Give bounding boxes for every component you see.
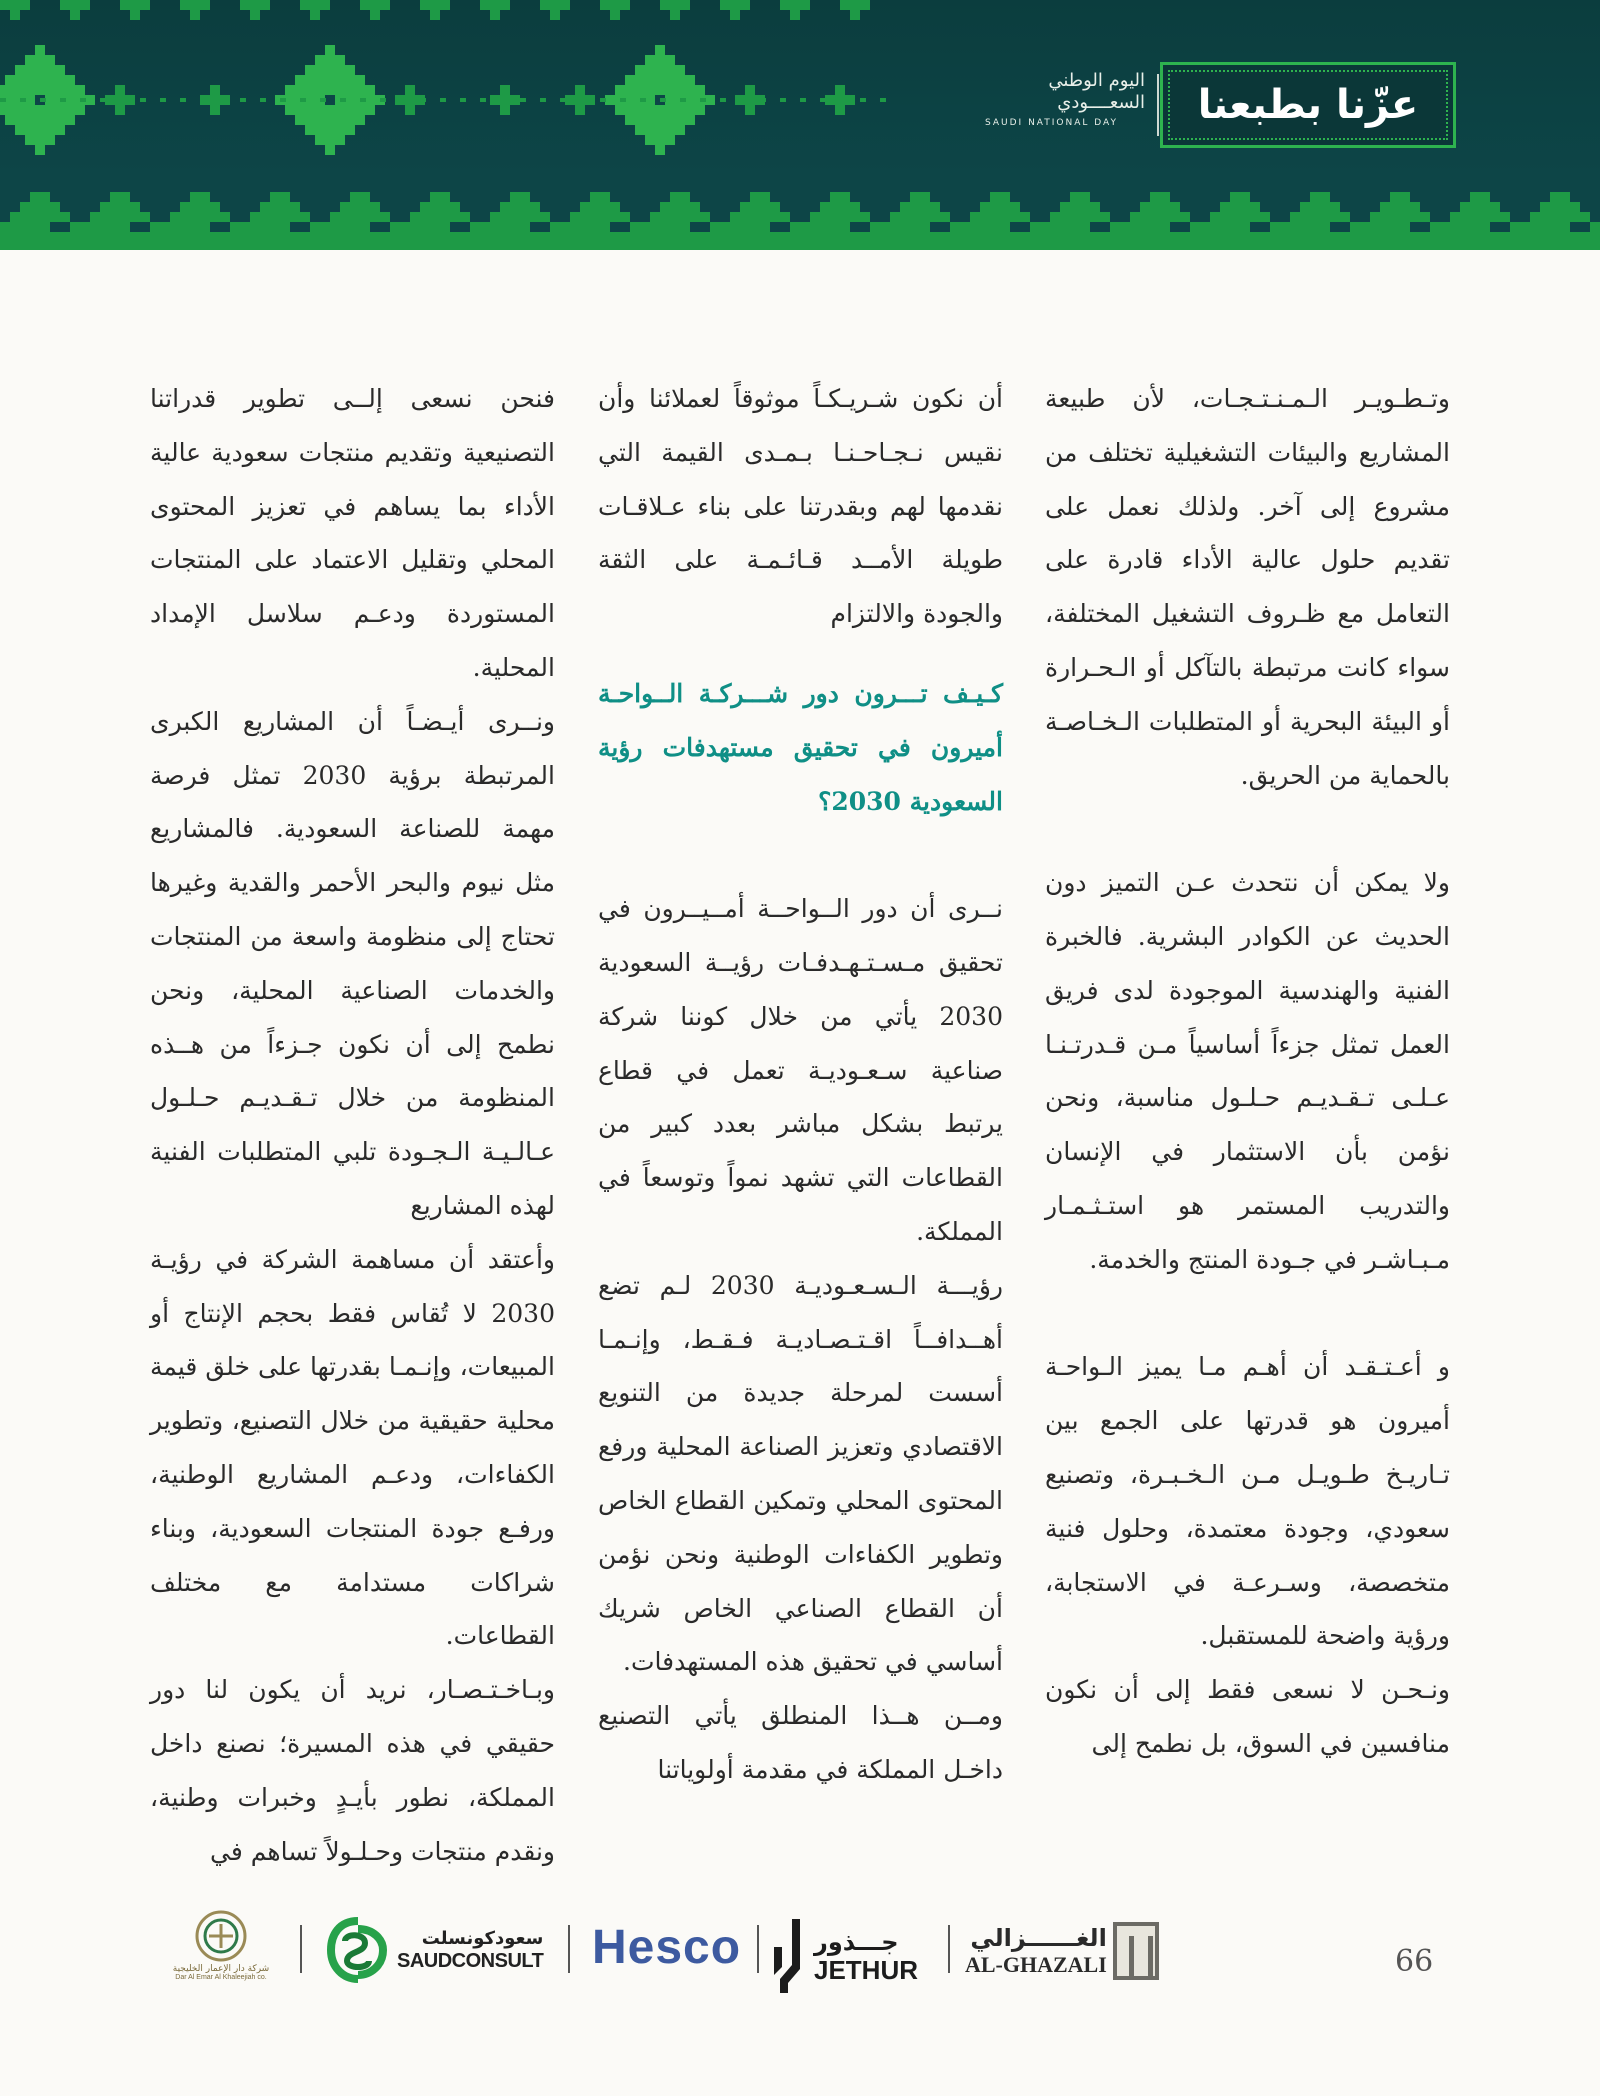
pattern-block: [580, 202, 620, 212]
pattern-block: [180, 202, 220, 212]
pattern-block: [360, 0, 390, 10]
pattern-block: [635, 65, 685, 75]
pattern-block: [1570, 222, 1590, 232]
sponsor-name-en: SAUDCONSULT: [397, 1950, 544, 1972]
pattern-block: [380, 98, 386, 102]
pattern-block: [660, 0, 690, 10]
pattern-block: [490, 95, 500, 105]
pattern-block: [10, 10, 20, 20]
paragraph: ومــن هــذا المنطلق يأتي التصنيع داخـل المملكة في مقدمة أولوياتنا: [598, 1701, 1003, 1784]
pattern-block: [270, 192, 290, 202]
pattern-block: [575, 85, 585, 95]
pattern-block: [750, 192, 770, 202]
pattern-block: [1550, 192, 1570, 202]
banner-green-strip: [0, 232, 1600, 250]
paragraph: وبـاخـتـصـار، نريد أن يكون لنا دور حقيقي في هذه المسيرة؛ نصنع داخل المملكة، نطور بأيـدٍ وخبرات وطنية، ونقدم منتجات وحـلـولاً تساهم في: [150, 1675, 555, 1866]
campaign-logo-text: عزّنا بطبعنا: [1168, 70, 1448, 140]
pattern-block: [560, 98, 566, 102]
pattern-block: [980, 202, 1020, 212]
pattern-block: [325, 95, 335, 105]
pattern-block: [30, 192, 50, 202]
pattern-block: [680, 98, 686, 102]
paragraph: نــرى أن دور الــواحــة أمــيــرون في تحقيق مـسـتـهـدفـات رؤيــة السعودية 2030 يأتي من خلال كوننا شركة صناعية سـعـوديـة تعمل في قطاع يرتبط بشكل مباشر بعدد كبير من القطاعات التي تشهد نمواً وتوسعاً في المملكة.: [598, 894, 1003, 1246]
pattern-block: [845, 95, 855, 105]
pattern-block: [860, 98, 866, 102]
pattern-block: [930, 222, 950, 232]
pattern-block: [635, 125, 685, 135]
pattern-block: [480, 98, 486, 102]
pattern-block: [1130, 212, 1190, 222]
footer-divider: [300, 1925, 302, 1973]
pattern-block: [830, 192, 850, 202]
pattern-block: [440, 98, 446, 102]
column-left: [150, 372, 555, 1878]
pattern-block: [825, 95, 835, 105]
pattern-block: [840, 0, 870, 10]
pattern-block: [210, 222, 230, 232]
paragraph: فنحن نسعى إلــى تطوير قدراتنا التصنيعية وتقديم منتجات سعودية عالية الأداء بما يساهم في تعزيز المحتوى المحلي وتقليل الاعتماد على المنتجات المستوردة ودعـم سلاسل الإمداد المحلية.: [150, 384, 555, 682]
pattern-block: [315, 135, 345, 145]
sponsor-name-ar: سعودكونسلت: [421, 1928, 544, 1949]
footer-divider: [568, 1925, 570, 1973]
pattern-block: [585, 95, 595, 105]
pattern-block: [660, 98, 666, 102]
pattern-block: [360, 98, 366, 102]
pattern-block: [500, 105, 510, 115]
pattern-block: [1470, 192, 1490, 202]
paragraph: و أعـتـقـد أن أهـم مـا يميز الـواحـة أميرون هو قدرتها على الجمع بين تـاريـخ طـويـل مـن الـخـبـرة، وتصنيع سعودي، وجودة معتمدة، وحلول فنية متخصصة، وسـرعـة في الاستجابة، ورؤية واضحة للمستقبل.: [1045, 1352, 1450, 1651]
pattern-block: [1490, 222, 1510, 232]
column-middle: [598, 372, 1003, 1797]
pattern-block: [240, 0, 270, 10]
pattern-block: [20, 98, 26, 102]
pattern-block: [120, 0, 150, 10]
pattern-block: [115, 85, 125, 95]
pattern-block: [670, 192, 690, 202]
paragraph: ونــرى أيـضـاً أن المشاريع الكبرى المرتبطة برؤية 2030 تمثل فرصة مهمة للصناعة السعودية. فالمشاريع مثل نيوم والبحر الأحمر والقدية وغيرها تحتاج إلى منظومة واسعة من المنتجات والخدمات الصناعية المحلية، ونحن نطمح إلى أن نكون جـزءاً من هــذه المنظومة من خلال تـقـديـم حـلـول عـالـيـة الـجـودة تلبي المتطلبات الفنية لهذه المشاريع: [150, 706, 555, 1220]
pattern-block: [325, 145, 335, 155]
pattern-block: [1090, 222, 1110, 232]
pattern-block: [670, 10, 680, 20]
pattern-block: [170, 212, 230, 222]
sponsor-jethur: [770, 1915, 930, 1997]
pattern-block: [910, 192, 930, 202]
pattern-block: [660, 202, 700, 212]
sponsor-name-en: AL-GHAZALI: [965, 1952, 1107, 1977]
pattern-block: [625, 115, 695, 125]
pattern-block: [180, 0, 210, 10]
pattern-block: [540, 98, 546, 102]
pattern-block: [520, 98, 526, 102]
pattern-block: [770, 222, 790, 232]
pattern-block: [1050, 212, 1110, 222]
pattern-block: [220, 98, 226, 102]
pattern-block: [1210, 212, 1270, 222]
pattern-block: [280, 98, 286, 102]
pattern-block: [50, 222, 70, 232]
pattern-block: [570, 212, 630, 222]
pattern-block: [620, 98, 626, 102]
dar-al-emar-logo-icon: [181, 1908, 261, 1964]
pattern-block: [140, 98, 146, 102]
pattern-block: [315, 55, 345, 65]
pattern-block: [835, 85, 845, 95]
pattern-block: [615, 105, 705, 115]
page-number: 66: [1395, 1944, 1434, 1979]
paragraph: رؤيـــة الـسـعـوديـة 2030 لـم تضع أهــدافــاً اقـتـصـاديـة فـقـط، وإنـمـا أسست لمرحلة جديدة من التنويع الاقتصادي وتعزيز الصناعة المحلية ورفع المحتوى المحلي وتمكين القطاع الخاص وتطوير الكفاءات الوطنية ونحن نؤمن أن القطاع الصناعي الخاص شريك أساسي في تحقيق هذه المستهدفات.: [598, 1270, 1003, 1677]
pattern-block: [15, 65, 65, 75]
pattern-block: [1220, 202, 1260, 212]
pattern-block: [0, 85, 85, 95]
pattern-block: [285, 85, 375, 95]
pattern-block: [1410, 222, 1430, 232]
pattern-block: [100, 98, 106, 102]
sponsor-name-en: JETHUR: [814, 1955, 919, 1985]
pattern-block: [370, 222, 390, 232]
pattern-block: [1330, 222, 1350, 232]
pattern-block: [800, 98, 806, 102]
pattern-block: [615, 85, 705, 95]
pattern-block: [400, 98, 406, 102]
pattern-block: [190, 10, 200, 20]
footer-divider: [757, 1925, 759, 1973]
campaign-logo: [1160, 62, 1456, 148]
pattern-block: [25, 55, 55, 65]
pattern-block: [840, 98, 846, 102]
pattern-block: [120, 98, 126, 102]
pattern-block: [880, 98, 886, 102]
pattern-block: [490, 212, 550, 222]
pattern-block: [1540, 202, 1580, 212]
pattern-block: [310, 10, 320, 20]
pattern-block: [510, 95, 520, 105]
pattern-block: [1530, 212, 1590, 222]
pattern-block: [420, 202, 460, 212]
pattern-block: [100, 202, 140, 212]
pattern-block: [1070, 192, 1090, 202]
pattern-block: [500, 202, 540, 212]
pattern-block: [240, 98, 246, 102]
pattern-block: [325, 45, 335, 55]
pattern-block: [25, 135, 55, 145]
national-day-title: اليوم الوطني: [1048, 70, 1145, 91]
national-day-logo: [985, 70, 1145, 142]
pattern-block: [490, 10, 500, 20]
pattern-block: [20, 202, 60, 212]
pattern-block: [1010, 222, 1030, 232]
pattern-block: [105, 95, 115, 105]
pattern-block: [115, 105, 125, 115]
pattern-block: [60, 0, 90, 10]
pattern-block: [655, 45, 665, 55]
pattern-block: [550, 10, 560, 20]
pattern-block: [110, 192, 130, 202]
pattern-block: [410, 212, 470, 222]
pattern-block: [300, 0, 330, 10]
pattern-block: [645, 135, 675, 145]
pattern-block: [730, 212, 790, 222]
pattern-block: [125, 95, 135, 105]
sponsor-al-ghazali: [965, 1920, 1175, 1982]
sponsor-name-ar: شركة دار الإعمار الخليجية: [172, 1964, 270, 1974]
pattern-block: [780, 98, 786, 102]
pattern-block: [0, 105, 85, 115]
pattern-block: [250, 212, 310, 222]
al-ghazali-logo-icon: [1113, 1922, 1159, 1980]
pattern-block: [820, 202, 860, 212]
pattern-block: [740, 202, 780, 212]
pattern-block: [500, 85, 510, 95]
pattern-block: [835, 105, 845, 115]
pattern-block: [320, 98, 326, 102]
pattern-block: [600, 0, 630, 10]
pattern-block: [510, 192, 530, 202]
pattern-block: [1060, 202, 1100, 212]
pattern-block: [850, 222, 870, 232]
pattern-block: [745, 105, 755, 115]
pattern-block: [745, 85, 755, 95]
pattern-block: [35, 145, 45, 155]
pattern-block: [600, 98, 606, 102]
pattern-block: [300, 98, 306, 102]
pattern-block: [0, 0, 30, 10]
pattern-block: [1380, 202, 1420, 212]
pattern-block: [260, 202, 300, 212]
pattern-block: [295, 115, 365, 125]
pattern-block: [1460, 202, 1500, 212]
pattern-block: [700, 98, 706, 102]
pattern-block: [180, 98, 186, 102]
pattern-block: [540, 0, 570, 10]
pattern-block: [720, 0, 750, 10]
paragraph: وأعتقد أن مساهمة الشركة في رؤيـة 2030 لا تُقاس فقط بحجم الإنتاج أو المبيعات، وإنـمـا بقدرتها على خلق قيمة محلية حقيقية من خلال التصنيع، وتطوير الكفاءات، ودعـم المشاريع الوطنية، ورفـع جودة المنتجات السعودية، وبناء شراكات مستدامة مع مختلف القطاعات.: [150, 1244, 555, 1651]
paragraph: ونـحـن لا نسعى فقط إلى أن نكون منافسين في السوق، بل نطمح إلى: [1045, 1675, 1450, 1758]
sponsor-hesco: Hesco: [592, 1921, 742, 1974]
section-heading: كـيـف تـــرون دور شـــركـة الــواحـة أميرون في تحقيق مستهدفات رؤية السعودية 2030؟: [598, 678, 1003, 816]
pattern-block: [565, 95, 575, 105]
pattern-block: [1250, 222, 1270, 232]
jethur-logo-icon: [770, 1917, 804, 1995]
pattern-block: [15, 125, 65, 135]
pattern-block: [575, 105, 585, 115]
pattern-block: [90, 212, 150, 222]
pattern-block: [610, 222, 630, 232]
saudconsult-logo-icon: [325, 1917, 391, 1983]
pattern-block: [0, 98, 6, 102]
pattern-block: [760, 98, 766, 102]
pattern-block: [130, 10, 140, 20]
pattern-block: [305, 65, 355, 75]
pattern-block: [745, 95, 755, 105]
pattern-block: [480, 0, 510, 10]
pattern-block: [285, 105, 375, 115]
pattern-block: [210, 95, 220, 105]
pattern-block: [1450, 212, 1510, 222]
pattern-block: [130, 222, 150, 232]
pattern-block: [790, 10, 800, 20]
pattern-block: [1170, 222, 1190, 232]
pattern-block: [210, 85, 220, 95]
pattern-block: [430, 192, 450, 202]
header-banner: [0, 0, 1600, 250]
pattern-block: [350, 192, 370, 202]
pattern-block: [5, 115, 75, 125]
national-day-subtitle: السعــــودي: [1057, 92, 1145, 113]
pattern-block: [260, 98, 266, 102]
pattern-block: [740, 98, 746, 102]
pattern-block: [430, 10, 440, 20]
pattern-block: [35, 45, 45, 55]
pattern-block: [1370, 212, 1430, 222]
sponsor-name-ar: الغــــــزالي: [970, 1924, 1107, 1952]
logo-divider: [1157, 74, 1159, 136]
pattern-block: [590, 192, 610, 202]
pattern-block: [460, 98, 466, 102]
column-right: [1045, 372, 1450, 1771]
pattern-block: [990, 192, 1010, 202]
pattern-block: [450, 222, 470, 232]
pattern-block: [200, 98, 206, 102]
pattern-block: [10, 212, 70, 222]
pattern-block: [370, 10, 380, 20]
pattern-block: [970, 212, 1030, 222]
footer-divider: [948, 1925, 950, 1973]
pattern-block: [1150, 192, 1170, 202]
pattern-block: [820, 98, 826, 102]
pattern-block: [1140, 202, 1180, 212]
pattern-block: [530, 222, 550, 232]
pattern-block: [655, 145, 665, 155]
pattern-block: [250, 10, 260, 20]
pattern-block: [900, 202, 940, 212]
pattern-block: [1310, 192, 1330, 202]
pattern-block: [1290, 212, 1350, 222]
pattern-block: [405, 105, 415, 115]
national-day-english: SAUDI NATIONAL DAY: [985, 118, 1118, 128]
pattern-block: [690, 222, 710, 232]
sponsor-name-ar: جـــذور: [814, 1928, 899, 1956]
pattern-block: [5, 75, 75, 85]
pattern-block: [210, 105, 220, 115]
pattern-block: [420, 98, 426, 102]
sponsor-saudconsult: [325, 1916, 543, 1984]
pattern-block: [650, 212, 710, 222]
pattern-block: [420, 0, 450, 10]
pattern-block: [40, 98, 46, 102]
pattern-block: [405, 85, 415, 95]
pattern-block: [810, 212, 870, 222]
pattern-block: [340, 98, 346, 102]
pattern-block: [330, 212, 390, 222]
pattern-block: [1390, 192, 1410, 202]
pattern-block: [1300, 202, 1340, 212]
pattern-block: [610, 10, 620, 20]
pattern-block: [160, 98, 166, 102]
pattern-block: [305, 125, 355, 135]
pattern-block: [625, 75, 695, 85]
pattern-block: [290, 222, 310, 232]
paragraph: وتـطـويـر الـمـنـتـجـات، لأن طبيعة المشاريع والبيئات التشغيلية تختلف من مشروع إلى آخر. ولذلك نعمل على تقديم حلول عالية الأداء قادرة على التعامل مع ظـروف التشغيل المختلفة، سواء كانت مرتبطة بالتآكل أو الـحـرارة أو البيئة البحرية أو المتطلبات الـخـاصـة بالحماية من الحريق.: [1045, 384, 1450, 790]
pattern-block: [60, 98, 66, 102]
sponsor-name-en: Dar Al Emar Al Khaleejiah co.: [175, 1974, 267, 1981]
sponsor-dar-al-emar: [152, 1908, 290, 1998]
pattern-block: [1230, 192, 1250, 202]
pattern-block: [720, 98, 726, 102]
pattern-block: [340, 202, 380, 212]
pattern-block: [405, 95, 415, 105]
pattern-block: [730, 10, 740, 20]
paragraph: أن نكون شـريـكـاً موثوقاً لعملائنا وأن نقيس نـجـاحـنـا بـمـدى القيمة التي نقدمها لهم وبقدرتنا على بناء عـلاقـات طويلة الأمــد قـائـمـة على الثقة والجودة والالتزام: [598, 384, 1003, 629]
pattern-block: [780, 0, 810, 10]
paragraph: ولا يمكن أن نتحدث عـن التميز دون الحديث عن الكوادر البشرية. فالخبرة الفنية والهندسية الموجودة لدى فريق العمل تمثل جزءاً أساسياً مـن قـدرتـنـا عـلـى تـقـديـم حـلـول مناسبة، ونحن نؤمن بأن الاستثمار في الإنسان والتدريب المستمر هو استـثـمـار مـبـاشـر في جـودة المنتج والخدمة.: [1045, 868, 1450, 1274]
pattern-block: [80, 98, 86, 102]
pattern-block: [70, 10, 80, 20]
pattern-block: [295, 75, 365, 85]
pattern-block: [850, 10, 860, 20]
pattern-block: [190, 192, 210, 202]
pattern-block: [890, 212, 950, 222]
pattern-block: [645, 55, 675, 65]
pattern-block: [640, 98, 646, 102]
pattern-block: [580, 98, 586, 102]
pattern-block: [500, 98, 506, 102]
